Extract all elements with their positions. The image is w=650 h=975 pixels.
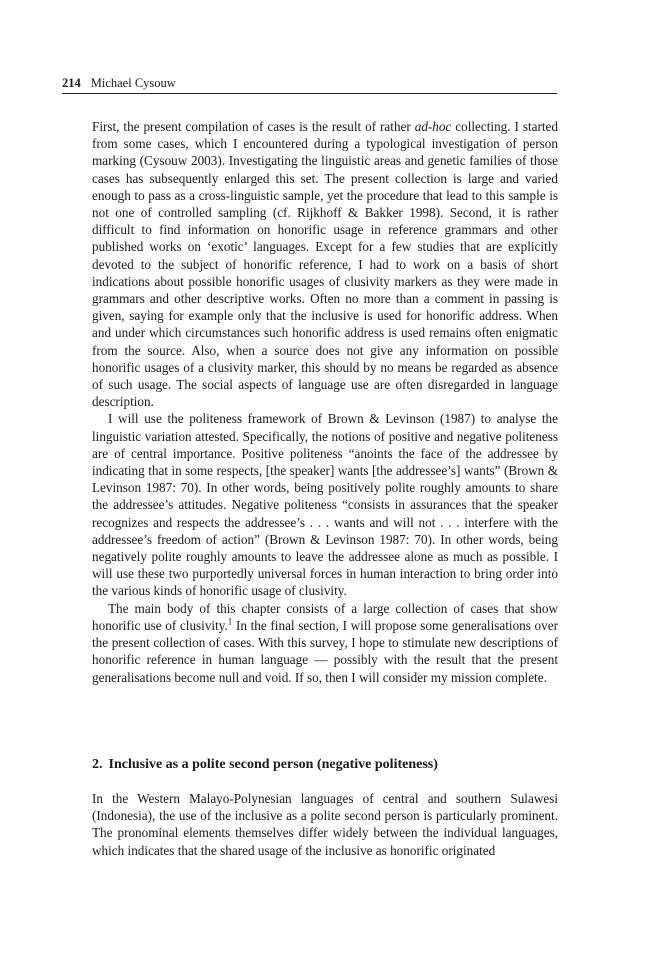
section-number: 2. — [92, 757, 103, 772]
paragraph-1-text-b: collecting. I started from some cases, which I encountered during a typological investigation of person marking (Cysouw 2003). Investigating the linguistic areas and genetic families of those cases has subsequently enlarged this set. The present collection is large and varied enough to pass as a cross-linguistic sample, yet the procedure that lead to this sample is not one of controlled sampling (cf. Rijkhoff & Bakker 1998). Second, it is rather difficult to find information on honorific usage in reference grammars and other published works on ‘exotic’ languages. Except for a few studies that are explicitly devoted to the subject of honorific reference, I had to work on a basis of short indications about possible honorific usages of clusivity markers as they were made in grammars and other descriptive works. Often no more than a comment in passing is given, saying for example only that the inclusive is used for honorific address. When and under which circumstances such honorific address is used remains often enigmatic from the source. Also, when a source does not give any information on possible honorific usages of a clusivity marker, this should by no means be regarded as absence of such usage. The social aspects of language use are often disregarded in language description. — [92, 119, 558, 410]
paragraph-2: I will use the politeness framework of Brown & Levinson (1987) to analyse the linguistic variation attested. Specifically, the notions of positive and negative politeness are of central importance. Positive politeness “anoints the face of the addressee by indicating that in some respects, [the speaker] wants [the addressee’s] wants” (Brown & Levinson 1987: 70). In other words, being positively polite roughly amounts to share the addressee’s attitudes. Negative politeness “consists in assurances that the speaker recognizes and respects the addressee’s . . . wants and will not . . . interfere with the addressee’s freedom of action” (Brown & Levinson 1987: 70). In other words, being negatively polite roughly amounts to leave the addressee alone as much as possible. I will use these two purportedly universal forces in human interaction to bring order into the various kinds of honorific usage of clusivity. — [92, 411, 558, 599]
paragraph-1 — [92, 118, 558, 410]
body-text — [92, 118, 558, 686]
section-paragraph: In the Western Malayo-Polynesian languages of central and southern Sulawesi (Indonesia), the use of the inclusive as a polite second person is particularly prominent. The pronominal elements themselves differ widely between the individual languages, which indicates that the shared usage of the inclusive as honorific originated — [92, 791, 558, 858]
author-name: Michael Cysouw — [90, 76, 176, 90]
paragraph-3-text-a: The main body of this chapter consists of a large collection of cases that show honorific use of clusivity. — [92, 600, 558, 633]
paragraph-3 — [92, 600, 558, 686]
page-number: 214 — [62, 76, 81, 90]
paragraph-1-emphasis: ad-hoc — [414, 119, 452, 134]
section-body — [92, 790, 558, 859]
section-title: Inclusive as a polite second person (negative politeness) — [108, 757, 438, 772]
paragraph-1-text-a: First, the present compilation of cases is the result of rather — [92, 119, 415, 134]
running-head — [62, 74, 557, 94]
section-heading — [92, 755, 558, 775]
footnote-marker[interactable]: 1 — [227, 616, 233, 627]
paragraph-3-text-b: In the final section, I will propose some generalisations over the present collection of cases. With this survey, I hope to stimulate new descriptions of honorific reference in human language — possibly with the result that the present generalisations become null and void. If so, then I will consider my mission complete. — [92, 617, 558, 685]
